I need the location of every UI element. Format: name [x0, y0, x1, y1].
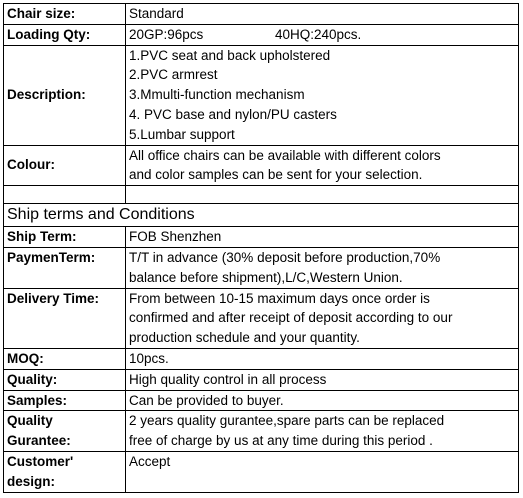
description-line: 4. PVC base and nylon/PU casters [129, 106, 337, 122]
row-section-title [4, 204, 519, 227]
ship-term-value: FOB Shenzhen [126, 227, 519, 248]
description-value [126, 45, 519, 145]
samples-value: Can be provided to buyer. [126, 390, 519, 411]
row-chair-size [4, 4, 519, 25]
delivery-time-value [126, 288, 519, 348]
row-ship-term [4, 227, 519, 248]
description-label: Description: [4, 45, 126, 145]
description-line: 5.Lumbar support [129, 126, 235, 142]
quality-gurantee-label-line: Quality [7, 413, 53, 429]
colour-value [126, 145, 519, 186]
payment-term-line: T/T in advance (30% deposit before production,70% [129, 249, 441, 265]
colour-label: Colour: [4, 145, 126, 186]
moq-label: MOQ: [4, 348, 126, 369]
customer-design-label-line: design: [7, 473, 56, 489]
row-samples [4, 390, 519, 411]
customer-design-value: Accept [126, 451, 519, 492]
loading-qty-20gp: 20GP:96pcs [129, 26, 204, 42]
colour-line: All office chairs can be available with different colors [129, 147, 441, 163]
section-title: Ship terms and Conditions [4, 204, 519, 227]
row-loading-qty [4, 24, 519, 45]
delivery-time-label: Delivery Time: [4, 288, 126, 348]
chair-size-value: Standard [126, 4, 519, 25]
row-delivery-time [4, 288, 519, 348]
customer-design-label-line: Customer' [7, 453, 74, 469]
product-spec-sheet [3, 3, 519, 493]
customer-design-label [4, 451, 126, 492]
description-line: 2.PVC armrest [129, 67, 218, 83]
row-colour [4, 145, 519, 186]
description-line: 1.PVC seat and back upholstered [129, 47, 331, 63]
quality-label: Quality: [4, 369, 126, 390]
quality-gurantee-label [4, 411, 126, 452]
ship-term-label: Ship Term: [4, 227, 126, 248]
row-quality [4, 369, 519, 390]
quality-gurantee-value [126, 411, 519, 452]
colour-line: and color samples can be sent for your selection. [129, 167, 423, 183]
samples-label: Samples: [4, 390, 126, 411]
row-description [4, 45, 519, 145]
quality-value: High quality control in all process [126, 369, 519, 390]
row-quality-gurantee [4, 411, 519, 452]
quality-gurantee-label-line: Gurantee: [7, 433, 71, 449]
spacer-cell [4, 186, 126, 204]
payment-term-line: balance before shipment),L/C,Western Union. [129, 269, 403, 285]
quality-gurantee-line: free of charge by us at any time during this period . [129, 433, 433, 449]
payment-term-value [126, 247, 519, 288]
moq-value: 10pcs. [126, 348, 519, 369]
spec-table [3, 3, 519, 493]
spacer-cell [126, 186, 519, 204]
row-spacer [4, 186, 519, 204]
payment-term-label: PaymenTerm: [4, 247, 126, 288]
quality-gurantee-line: 2 years quality gurantee,spare parts can be replaced [129, 413, 445, 429]
loading-qty-label: Loading Qty: [4, 24, 126, 45]
delivery-time-line: confirmed and after receipt of deposit according to our [129, 310, 453, 326]
chair-size-label: Chair size: [4, 4, 126, 25]
row-moq [4, 348, 519, 369]
loading-qty-40hq: 40HQ:240pcs. [275, 26, 362, 42]
row-customer-design [4, 451, 519, 492]
row-payment-term [4, 247, 519, 288]
loading-qty-value [126, 24, 519, 45]
delivery-time-line: From between 10-15 maximum days once order is [129, 290, 430, 306]
delivery-time-line: production schedule and your quantity. [129, 330, 360, 346]
description-line: 3.Mmulti-function mechanism [129, 87, 305, 103]
